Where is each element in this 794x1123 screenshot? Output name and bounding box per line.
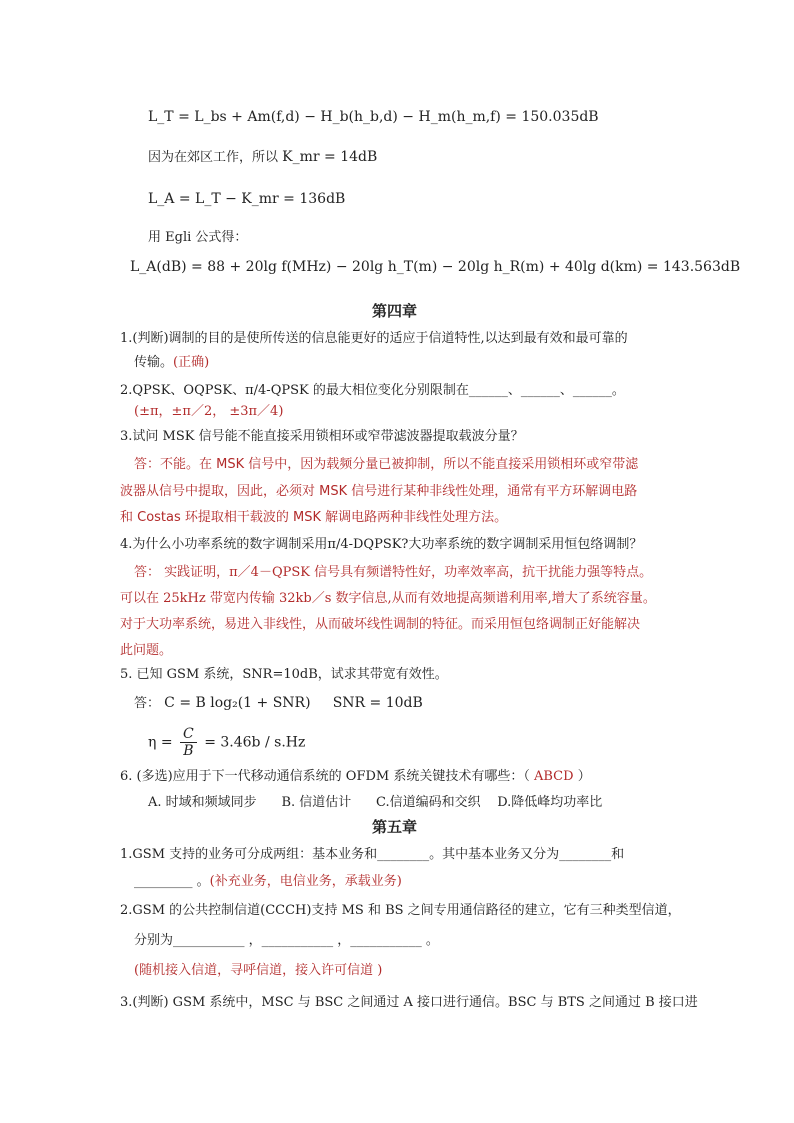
c4-q4-answer-line2: 可以在 25kHz 带宽内传输 32kb／s 数字信息,从而有效地提高频谱利用率,增大了系统容量。 bbox=[120, 591, 656, 606]
c5-q2-answer: (随机接入信道，寻呼信道，接入许可信道 ) bbox=[134, 963, 383, 978]
fraction-denominator: B bbox=[183, 743, 194, 759]
c4-q6-question-text: 6. (多选)应用于下一代移动通信系统的 OFDM 系统关键技术有哪些：（ bbox=[120, 769, 530, 784]
shannon-equation: C = B log₂(1 + SNR) bbox=[164, 695, 311, 711]
snr-value: SNR = 10dB bbox=[332, 695, 423, 711]
chapter-4-title: 第四章 bbox=[372, 302, 418, 320]
c4-q6-options: A. 时域和频域同步 B. 信道估计 C.信道编码和交织 D.降低峰均功率比 bbox=[148, 795, 603, 810]
c4-q6-answer: ABCD bbox=[534, 769, 574, 784]
equation-path-loss-total: L_T = L_bs + Am(f,d) − H_b(h_b,d) − H_m(h_m,f) = 150.035dB bbox=[148, 109, 599, 125]
c5-q1-answer: (补充业务，电信业务，承载业务) bbox=[209, 874, 402, 889]
c4-q5-answer-prefix: 答： bbox=[134, 696, 161, 711]
c4-q4-question: 4.为什么小功率系统的数字调制采用π/4-DQPSK?大功率系统的数字调制采用恒包络调制？ bbox=[120, 537, 643, 552]
chapter-5-title: 第五章 bbox=[372, 818, 418, 836]
c5-q1-blank: _________ 。 bbox=[134, 874, 210, 889]
c5-q2-line2: 分别为___________ ，___________ ，___________ 。 bbox=[134, 933, 439, 948]
c4-q6-question bbox=[120, 768, 591, 786]
c4-q5-question: 5. 已知 GSM 系统，SNR=10dB，试求其带宽有效性。 bbox=[120, 667, 448, 682]
c4-q1-answer: (正确) bbox=[173, 355, 210, 370]
fraction-numerator: C bbox=[180, 726, 197, 743]
c5-q1-line2 bbox=[134, 873, 402, 891]
c4-q4-answer-line3: 对于大功率系统，易进入非线性，从而破坏线性调制的特征。而采用恒包络调制正好能解决 bbox=[120, 617, 641, 632]
equation-egli: L_A(dB) = 88 + 20lg f(MHz) − 20lg h_T(m) − 20lg h_R(m) + 40lg d(km) = 143.563dB bbox=[130, 259, 741, 275]
c4-q4-answer-line1: 答： 实践证明，π／4－QPSK 信号具有频谱特性好，功率效率高，抗干扰能力强等特点。 bbox=[134, 565, 653, 580]
suburban-text: 因为在郊区工作，所以 bbox=[148, 150, 279, 165]
c4-q3-answer-line2: 波器从信号中提取，因此，必须对 MSK 信号进行某种非线性处理，通常有平方环解调电路 bbox=[120, 484, 638, 499]
c4-q3-question: 3.试问 MSK 信号能不能直接采用锁相环或窄带滤波器提取载波分量？ bbox=[120, 429, 524, 444]
c4-q5-answer-eq bbox=[134, 694, 423, 713]
c5-q1-line1: 1.GSM 支持的业务可分成两组：基本业务和________。其中基本业务又分为________和 bbox=[120, 847, 625, 862]
c-over-b-fraction bbox=[180, 726, 197, 759]
c4-q3-answer-line3: 和 Costas 环提取相干载波的 MSK 解调电路两种非线性处理方法。 bbox=[120, 510, 508, 525]
c4-q1-line1: 1.(判断)调制的目的是使所传送的信息能更好的适应于信道特性,以达到最有效和最可靠的 bbox=[120, 331, 628, 346]
c4-q2-answer: (±π，±π／2， ±3π／4) bbox=[134, 404, 284, 419]
c5-q3-line1: 3.(判断) GSM 系统中，MSC 与 BSC 之间通过 A 接口进行通信。BSC 与 BTS 之间通过 B 接口进 bbox=[120, 995, 698, 1010]
c4-q4-answer-line4: 此问题。 bbox=[120, 643, 173, 658]
eta-symbol: η = bbox=[148, 734, 173, 751]
c5-q2-line1: 2.GSM 的公共控制信道(CCCH)支持 MS 和 BS 之间专用通信路径的建立，它有三种类型信道， bbox=[120, 903, 681, 918]
egli-intro: 用 Egli 公式得： bbox=[148, 230, 248, 245]
c4-q1-line2-text: 传输。 bbox=[134, 355, 174, 370]
c4-q6-close: ） bbox=[577, 769, 591, 784]
c4-q2-question: 2.QPSK、OQPSK、π/4-QPSK 的最大相位变化分别限制在______、______、______。 bbox=[120, 383, 625, 398]
efficiency-result: = 3.46b / s.Hz bbox=[204, 734, 306, 751]
kmr-value: K_mr = 14dB bbox=[282, 149, 378, 165]
equation-median-loss: L_A = L_T − K_mr = 136dB bbox=[148, 191, 346, 207]
c4-q3-answer-line1: 答：不能。在 MSK 信号中，因为载频分量已被抑制，所以不能直接采用锁相环或窄带滤 bbox=[134, 457, 639, 472]
c4-q5-efficiency bbox=[148, 726, 305, 759]
c4-q1-line2 bbox=[134, 354, 209, 372]
equation-suburban-correction bbox=[148, 148, 377, 167]
